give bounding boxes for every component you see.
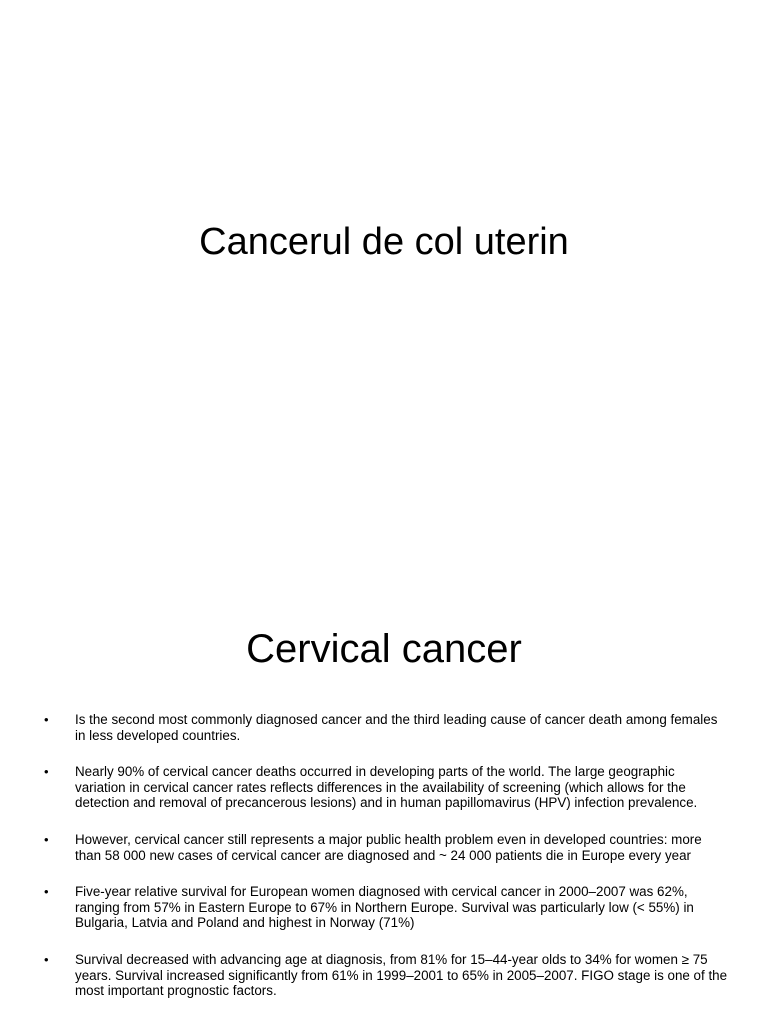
bullet-list: [0, 712, 768, 1020]
bullet-icon: •: [44, 951, 49, 967]
list-item: [0, 952, 768, 999]
list-item: [0, 764, 768, 811]
bullet-text: However, cervical cancer still represents a major public health problem even in developed countries: more than 58 000 new cases of cervical cancer are diagnosed and ~ 24 000 patients die in Europe every year: [75, 831, 702, 863]
bullet-icon: •: [44, 764, 49, 780]
list-item: [0, 712, 768, 743]
slide-heading: Cervical cancer: [246, 627, 522, 671]
bullet-text: Survival decreased with advancing age at diagnosis, from 81% for 15–44-year olds to 34% for women ≥ 75 years. Survival increased significantly from 61% in 1999–2001 to 65% in 2005–2007. FIGO stage is one of the most important prognostic factors.: [75, 951, 728, 999]
bullet-icon: •: [44, 884, 49, 900]
slide-cervical-cancer: [0, 576, 768, 1024]
list-item: [0, 884, 768, 931]
bullet-text: Nearly 90% of cervical cancer deaths occurred in developing parts of the world. The large geographic variation in cervical cancer rates reflects differences in the availability of screening (which allows for the detection and removal of precancerous lesions) and in human papillomavirus (HPV) infection prevalence.: [75, 764, 698, 811]
list-item: [0, 832, 768, 863]
bullet-icon: •: [44, 831, 49, 847]
bullet-text: Is the second most commonly diagnosed cancer and the third leading cause of cancer death among females in less developed countries.: [75, 712, 718, 743]
slide-title-heading: Cancerul de col uterin: [199, 221, 569, 263]
bullet-text: Five-year relative survival for European women diagnosed with cervical cancer in 2000–2007 was 62%, ranging from 57% in Eastern Europe to 67% in Northern Europe. Survival was particularly low (< 55%) in Bulgaria, Latvia and Poland and highest in Norway (71%): [75, 884, 694, 931]
bullet-icon: •: [44, 712, 49, 727]
